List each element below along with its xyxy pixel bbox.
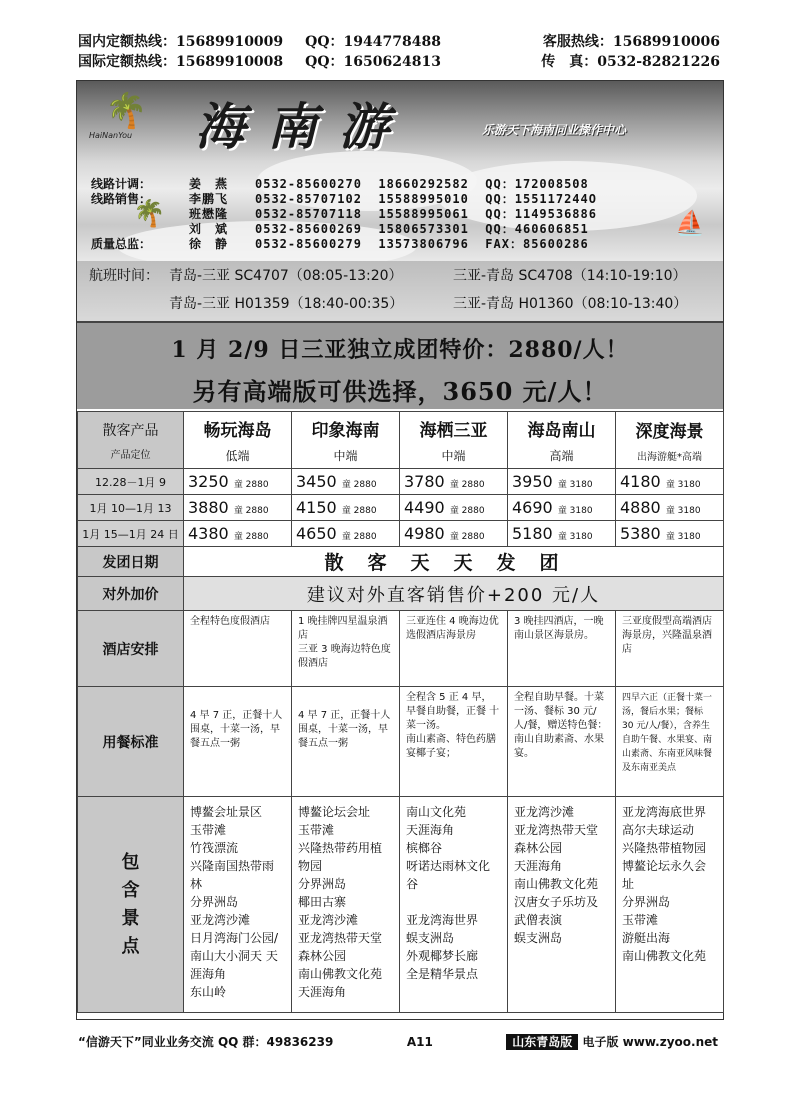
child-price: 童 2880: [233, 506, 269, 516]
product-level: 中端: [441, 449, 466, 463]
service-hotline: 客服热线：15689910006: [542, 34, 720, 50]
meal-cell: 全程含 5 正 4 早，早餐自助餐，正餐 十菜一汤。 南山素斋、特色药膳宴椰子宴；: [400, 687, 508, 797]
hotel-cell: 全程特色度假酒店: [184, 611, 292, 687]
hotel-cell: 三亚度假型高端酒店海景房，兴隆温泉酒店: [616, 611, 724, 687]
scenic-label: [78, 797, 184, 1013]
date-range: 1月 15—1月 24 日: [78, 521, 184, 547]
product-header: [292, 412, 400, 469]
flight-return-2: 三亚-青岛 H01360（08:10-13:40）: [453, 296, 688, 312]
contact-row: 线路计调： 姜 燕 0532-85600270 18660292582 QQ：172008508: [91, 177, 589, 191]
adult-price: 3880: [188, 498, 229, 517]
price-cell: [292, 495, 400, 521]
contact-row: 质量总监： 徐 静 0532-85600279 13573806796 FAX：85600286: [91, 237, 589, 251]
scenic-row: [78, 797, 724, 1013]
price-cell: [400, 521, 508, 547]
hotel-cell: 1 晚挂牌四星温泉酒店 三亚 3 晚海边特色度假酒店: [292, 611, 400, 687]
adult-price: 4880: [620, 498, 661, 517]
ad-frame: [76, 80, 724, 1020]
hotel-row: [78, 611, 724, 687]
logo-text: HaiNanYou: [89, 131, 133, 140]
price-cell: [508, 495, 616, 521]
promo-banner: [77, 323, 723, 409]
child-price: 童 3180: [665, 506, 701, 516]
flight-outbound-1: 青岛-三亚 SC4707（08:05-13:20）: [169, 268, 403, 284]
meal-cell: 4 早 7 正，正餐十人围桌，十菜一汤，早餐五点一粥: [292, 687, 400, 797]
meal-label: 用餐标准: [78, 687, 184, 797]
sailboat-icon: ⛵: [675, 209, 705, 237]
scenic-cell: 博鳌会址景区 玉带滩 竹筏漂流 兴隆南国热带雨林 分界洲岛 亚龙湾沙滩 日月湾海门公园/南山大小洞天 天涯海角 东山岭: [184, 797, 292, 1013]
meal-cell: 四早六正（正餐十菜一汤，餐后水果；餐标 30 元/人/餐），含养生自助午餐、水果宴、南山素斋、东南亚风味餐及东南亚美点: [616, 687, 724, 797]
price-cell: [292, 469, 400, 495]
corner-header: [78, 412, 184, 469]
price-cell: [400, 495, 508, 521]
scenic-cell: 亚龙湾沙滩 亚龙湾热带天堂森林公园 天涯海角 南山佛教文化苑 汉唐女子乐坊及武僧表演 蜈支洲岛: [508, 797, 616, 1013]
child-price: 童 2880: [449, 532, 485, 542]
flight-outbound-2: 青岛-三亚 H01359（18:40-00:35）: [169, 296, 404, 312]
child-price: 童 2880: [341, 506, 377, 516]
child-price: 童 2880: [341, 480, 377, 490]
contact-row: 线路销售： 李鹏飞 0532-85707102 15588995010 QQ：155117244O: [91, 192, 597, 206]
price-row: [78, 495, 724, 521]
price-cell: [616, 521, 724, 547]
banner: [77, 81, 723, 261]
price-row: [78, 521, 724, 547]
flight-return-1: 三亚-青岛 SC4708（14:10-19:10）: [453, 268, 687, 284]
depart-value: 散客天天发团: [184, 547, 724, 577]
child-price: 童 3180: [665, 480, 701, 490]
product-level: 低端: [225, 449, 250, 463]
markup-row: [78, 577, 724, 611]
domestic-hotline: 国内定额热线：15689910009: [78, 34, 284, 50]
palm-tree-small-icon: 🌴: [133, 199, 166, 229]
page-number: A11: [406, 1034, 433, 1049]
child-price: 童 2880: [341, 532, 377, 542]
date-range: 12.28－1月 9: [78, 469, 184, 495]
depart-row: [78, 547, 724, 577]
scenic-cell: 亚龙湾海底世界 高尔夫球运动 兴隆热带植物园 博鳌论坛永久会址 分界洲岛 玉带滩 游艇出海 南山佛教文化苑: [616, 797, 724, 1013]
price-cell: [184, 495, 292, 521]
product-level: 高端: [549, 449, 574, 463]
product-name: 深度海景: [635, 422, 704, 442]
adult-price: 4690: [512, 498, 553, 517]
page-title: 海南游: [195, 97, 411, 156]
adult-price: 3250: [188, 472, 229, 491]
child-price: 童 3180: [557, 506, 593, 516]
hotel-cell: 三亚连住 4 晚海边优选假酒店海景房: [400, 611, 508, 687]
edition-badge: 山东青岛版: [506, 1034, 578, 1050]
markup-label: 对外加价: [78, 577, 184, 611]
product-header: [184, 412, 292, 469]
child-price: 童 3180: [557, 532, 593, 542]
adult-price: 4380: [188, 524, 229, 543]
fax-number: 传 真：0532-82821226: [541, 54, 720, 70]
product-level: 中端: [333, 449, 358, 463]
product-header: [400, 412, 508, 469]
price-cell: [184, 469, 292, 495]
scenic-label-text: 包含景点: [121, 851, 140, 957]
meal-cell: 4 早 7 正，正餐十人围桌，十菜一汤，早餐五点一粥: [184, 687, 292, 797]
product-name: 印象海南: [311, 421, 380, 441]
child-price: 童 2880: [449, 480, 485, 490]
adult-price: 4490: [404, 498, 445, 517]
adult-price: 3450: [296, 472, 337, 491]
flight-label: 航班时间：: [89, 268, 159, 284]
scenic-cell: 南山文化苑 天涯海角 槟榔谷 呀诺达雨林文化谷 亚龙湾海世界 蜈支洲岛 外观椰梦长廊 全是精华景点: [400, 797, 508, 1013]
child-price: 童 2880: [233, 532, 269, 542]
child-price: 童 2880: [233, 480, 269, 490]
intl-hotline: 国际定额热线：15689910008: [78, 54, 284, 70]
adult-price: 4150: [296, 498, 337, 517]
footer: [78, 1033, 718, 1050]
hotline-header: [78, 32, 720, 72]
adult-price: 5180: [512, 524, 553, 543]
contact-list: [91, 177, 597, 252]
child-price: 童 2880: [449, 506, 485, 516]
product-level: 出海游艇*高端: [637, 452, 702, 463]
adult-price: 4180: [620, 472, 661, 491]
price-cell: [616, 495, 724, 521]
palm-tree-icon: 🌴: [105, 91, 148, 131]
price-cell: [616, 469, 724, 495]
website-link[interactable]: 电子版 www.zyoo.net: [582, 1035, 718, 1049]
meal-cell: 全程自助早餐。十菜一汤、餐标 30 元/人/餐，赠送特色餐：南山自助素斋、水果宴。: [508, 687, 616, 797]
child-price: 童 3180: [665, 532, 701, 542]
group-qq: “信游天下”同业业务交流 QQ 群：49836239: [78, 1035, 334, 1049]
depart-label: 发团日期: [78, 547, 184, 577]
flight-schedule: [77, 261, 723, 323]
price-cell: [400, 469, 508, 495]
adult-price: 3780: [404, 472, 445, 491]
meal-row: [78, 687, 724, 797]
adult-price: 5380: [620, 524, 661, 543]
price-cell: [508, 469, 616, 495]
hotel-label: 酒店安排: [78, 611, 184, 687]
slogan: 乐游天下海南同业操作中心: [482, 123, 627, 137]
product-header: [616, 412, 724, 469]
contact-row: 刘 斌 0532-85600269 15806573301 QQ：460606851: [189, 222, 589, 236]
intl-qq: QQ：1650624813: [305, 54, 441, 70]
adult-price: 3950: [512, 472, 553, 491]
promo-line-2: 另有高端版可供选择，3650 元/人！: [192, 377, 608, 406]
scenic-cell: 博鳌论坛会址 玉带滩 兴隆热带药用植物园 分界洲岛 椰田古寨 亚龙湾沙滩 亚龙湾热带天堂森林公园 南山佛教文化苑 天涯海角: [292, 797, 400, 1013]
contact-row: 班懋隆 0532-85707118 15588995061 QQ：1149536886: [189, 207, 597, 221]
adult-price: 4650: [296, 524, 337, 543]
product-name: 畅玩海岛: [203, 421, 272, 441]
hotel-cell: 3 晚挂四酒店，一晚南山景区海景房。: [508, 611, 616, 687]
date-range: 1月 10—1月 13: [78, 495, 184, 521]
domestic-qq: QQ：1944778488: [305, 34, 441, 50]
price-cell: [292, 521, 400, 547]
promo-line-1: 1 月 2/9 日三亚独立成团特价：2880/人！: [171, 337, 629, 363]
product-header: [508, 412, 616, 469]
adult-price: 4980: [404, 524, 445, 543]
markup-value: 建议对外直客销售价+200 元/人: [184, 577, 724, 611]
product-name: 海栖三亚: [419, 421, 488, 441]
price-cell: [184, 521, 292, 547]
product-name: 海岛南山: [527, 421, 596, 441]
price-cell: [508, 521, 616, 547]
corner-sub: 产品定位: [110, 449, 151, 461]
child-price: 童 3180: [557, 480, 593, 490]
price-row: [78, 469, 724, 495]
corner-title: 散客产品: [102, 422, 159, 439]
product-table: [77, 411, 724, 1013]
